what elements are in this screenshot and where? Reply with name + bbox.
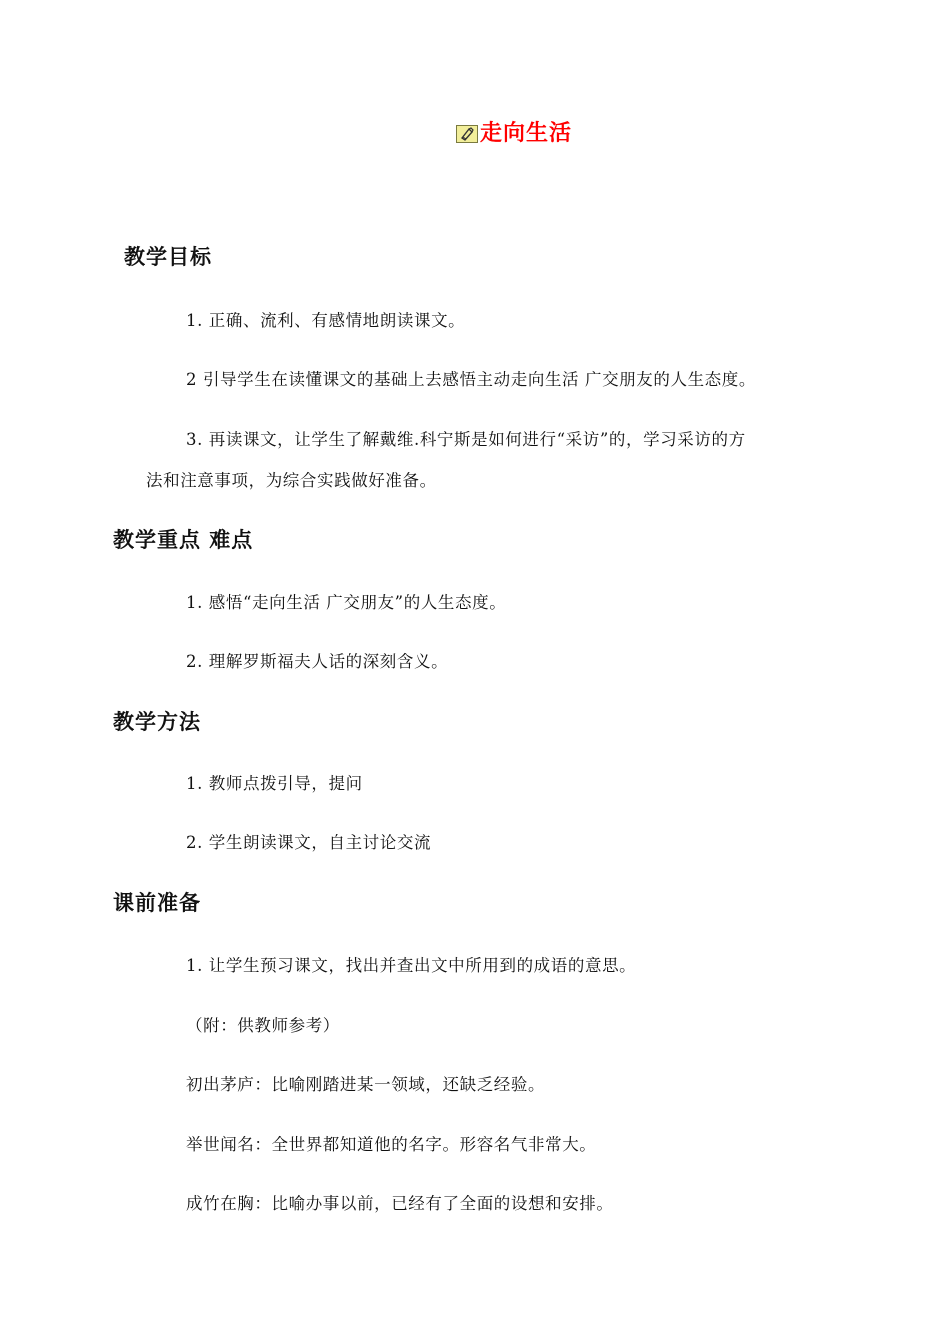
idiom-item: 初出茅庐：比喻刚踏进某一领域，还缺乏经验。 <box>186 1075 546 1094</box>
idiom-item: 成竹在胸：比喻办事以前，已经有了全面的设想和安排。 <box>186 1194 614 1213</box>
scroll-icon <box>456 125 478 143</box>
title-text: 走向生活 <box>480 121 573 146</box>
heading-objectives: 教学目标 <box>124 245 212 269</box>
objective-item: 1. 正确、流利、有感情地朗读课文。 <box>186 311 466 330</box>
heading-key-points: 教学重点 难点 <box>113 528 254 552</box>
idiom-item: 举世闻名：全世界都知道他的名字。形容名气非常大。 <box>186 1135 597 1154</box>
key-point-item: 2. 理解罗斯福夫人话的深刻含义。 <box>186 652 449 671</box>
preparation-note: （附：供教师参考） <box>186 1016 340 1035</box>
method-item: 2. 学生朗读课文，自主讨论交流 <box>186 833 432 852</box>
document-title <box>456 120 572 148</box>
heading-methods: 教学方法 <box>113 710 201 734</box>
method-item: 1. 教师点拨引导，提问 <box>186 774 363 793</box>
heading-preparation: 课前准备 <box>113 891 201 915</box>
key-point-item: 1. 感悟“走向生活 广交朋友”的人生态度。 <box>186 593 507 612</box>
objective-item: 3. 再读课文，让学生了解戴维.科宁斯是如何进行“采访”的，学习采访的方 <box>186 430 746 449</box>
objective-item-continued: 法和注意事项，为综合实践做好准备。 <box>146 471 437 490</box>
objective-item: 2 引导学生在读懂课文的基础上去感悟主动走向生活 广交朋友的人生态度。 <box>186 370 756 389</box>
preparation-item: 1. 让学生预习课文，找出并查出文中所用到的成语的意思。 <box>186 956 637 975</box>
